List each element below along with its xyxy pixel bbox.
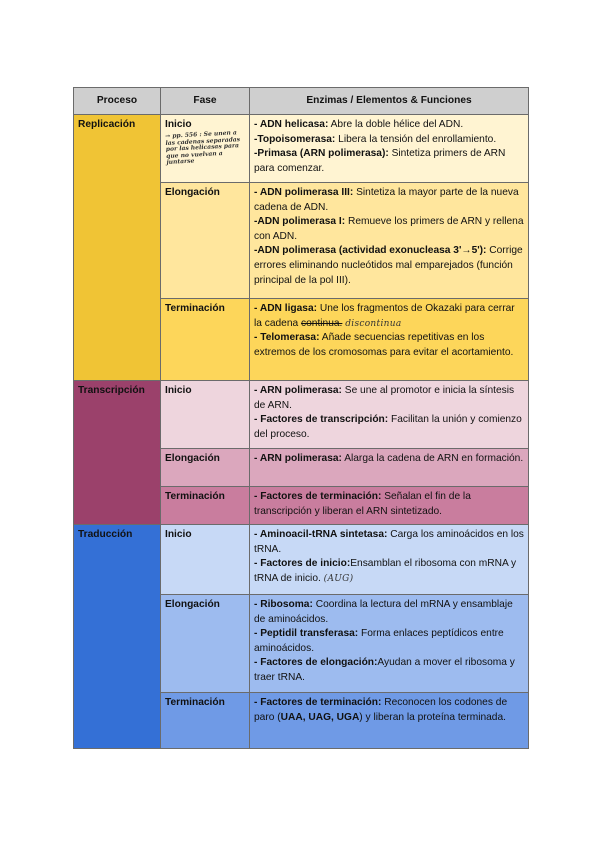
phase-cell [161, 183, 250, 299]
functions-cell [250, 525, 529, 595]
functions-cell [250, 487, 529, 525]
phase-name: Inicio [165, 385, 192, 396]
phase-cell [161, 693, 250, 749]
function-line: - ADN ligasa: Une los fragmentos de Okazaki para cerrar la cadena continua. discontinua [254, 303, 515, 329]
process-name: Traducción [78, 529, 133, 540]
function-line: - Factores de elongación:Ayudan a mover el ribosoma y traer tRNA. [254, 657, 515, 683]
function-line: - Ribosoma: Coordina la lectura del mRNA y ensamblaje de aminoácidos. [254, 599, 513, 625]
process-name: Replicación [78, 119, 136, 130]
function-line: - ARN polimerasa: Se une al promotor e inicia la síntesis de ARN. [254, 385, 515, 411]
functions-cell [250, 595, 529, 693]
phase-cell [161, 381, 250, 449]
function-line: - Peptidil transferasa: Forma enlaces peptídicos entre aminoácidos. [254, 628, 504, 654]
phase-cell [161, 115, 250, 183]
function-line: -ADN polimerasa I: Remueve los primers de ARN y rellena con ADN. [254, 216, 524, 242]
functions-cell [250, 299, 529, 381]
function-line: - Factores de terminación: Señalan el fin de la transcripción y liberan el ARN sintetizado. [254, 491, 471, 517]
biology-process-table [73, 87, 529, 749]
struck-word: continua. [301, 317, 343, 329]
function-line: - Factores de transcripción: Facilitan la unión y comienzo del proceso. [254, 414, 522, 440]
phase-name: Inicio [165, 119, 192, 130]
process-cell-traduccion [74, 525, 161, 749]
phase-name: Inicio [165, 529, 192, 540]
phase-name: Elongación [165, 599, 220, 610]
handwritten-annotation: (AUG) [323, 573, 354, 584]
header-row [74, 88, 529, 115]
phase-name: Terminación [165, 303, 225, 314]
process-cell-replicacion [74, 115, 161, 381]
functions-cell [250, 693, 529, 749]
function-line: - Aminoacil-tRNA sintetasa: Carga los aminoácidos en los tRNA. [254, 529, 524, 555]
phase-cell [161, 487, 250, 525]
phase-name: Elongación [165, 187, 220, 198]
header-fase: Fase [161, 88, 250, 115]
phase-cell [161, 595, 250, 693]
table-row [74, 381, 529, 449]
handwritten-note: → pp. 556 : Se unen a las cadenas separadas por las helicasas para que no vuelvan a juntarse [164, 128, 241, 166]
functions-cell [250, 381, 529, 449]
handwritten-correction: discontinua [345, 318, 402, 329]
function-line: -Primasa (ARN polimerasa): Sintetiza primers de ARN para comenzar. [254, 148, 506, 174]
function-line: - Factores de terminación: Reconocen los codones de paro (UAA, UAG, UGA) y liberan la proteína terminada. [254, 697, 508, 723]
header-proceso: Proceso [74, 88, 161, 115]
function-line: - ADN helicasa: Abre la doble hélice del ADN. [254, 119, 464, 130]
phase-name: Elongación [165, 453, 220, 464]
phase-name: Terminación [165, 491, 225, 502]
phase-cell [161, 525, 250, 595]
header-enzimas: Enzimas / Elementos & Funciones [250, 88, 529, 115]
function-line: - ARN polimerasa: Alarga la cadena de ARN en formación. [254, 453, 524, 464]
functions-cell [250, 183, 529, 299]
phase-name: Terminación [165, 697, 225, 708]
process-name: Transcripción [78, 385, 145, 396]
function-line: - Telomerasa: Añade secuencias repetitivas en los extremos de los cromosomas para evitar el acortamiento. [254, 332, 514, 358]
function-line: - Factores de inicio:Ensamblan el ribosoma con mRNA y tRNA de inicio. (AUG) [254, 558, 517, 584]
functions-cell [250, 115, 529, 183]
function-line: -Topoisomerasa: Libera la tensión del enrollamiento. [254, 133, 497, 145]
process-cell-transcripcion [74, 381, 161, 525]
phase-cell [161, 299, 250, 381]
function-line: - ADN polimerasa III: Sintetiza la mayor parte de la nueva cadena de ADN. [254, 187, 519, 213]
function-line: -ADN polimerasa (actividad exonucleasa 3'→5'): Corrige errores eliminando nucleótidos mal emparejados (función principal de la pol III). [254, 245, 523, 286]
table-row [74, 525, 529, 595]
functions-cell [250, 449, 529, 487]
phase-cell [161, 449, 250, 487]
table-row [74, 115, 529, 183]
